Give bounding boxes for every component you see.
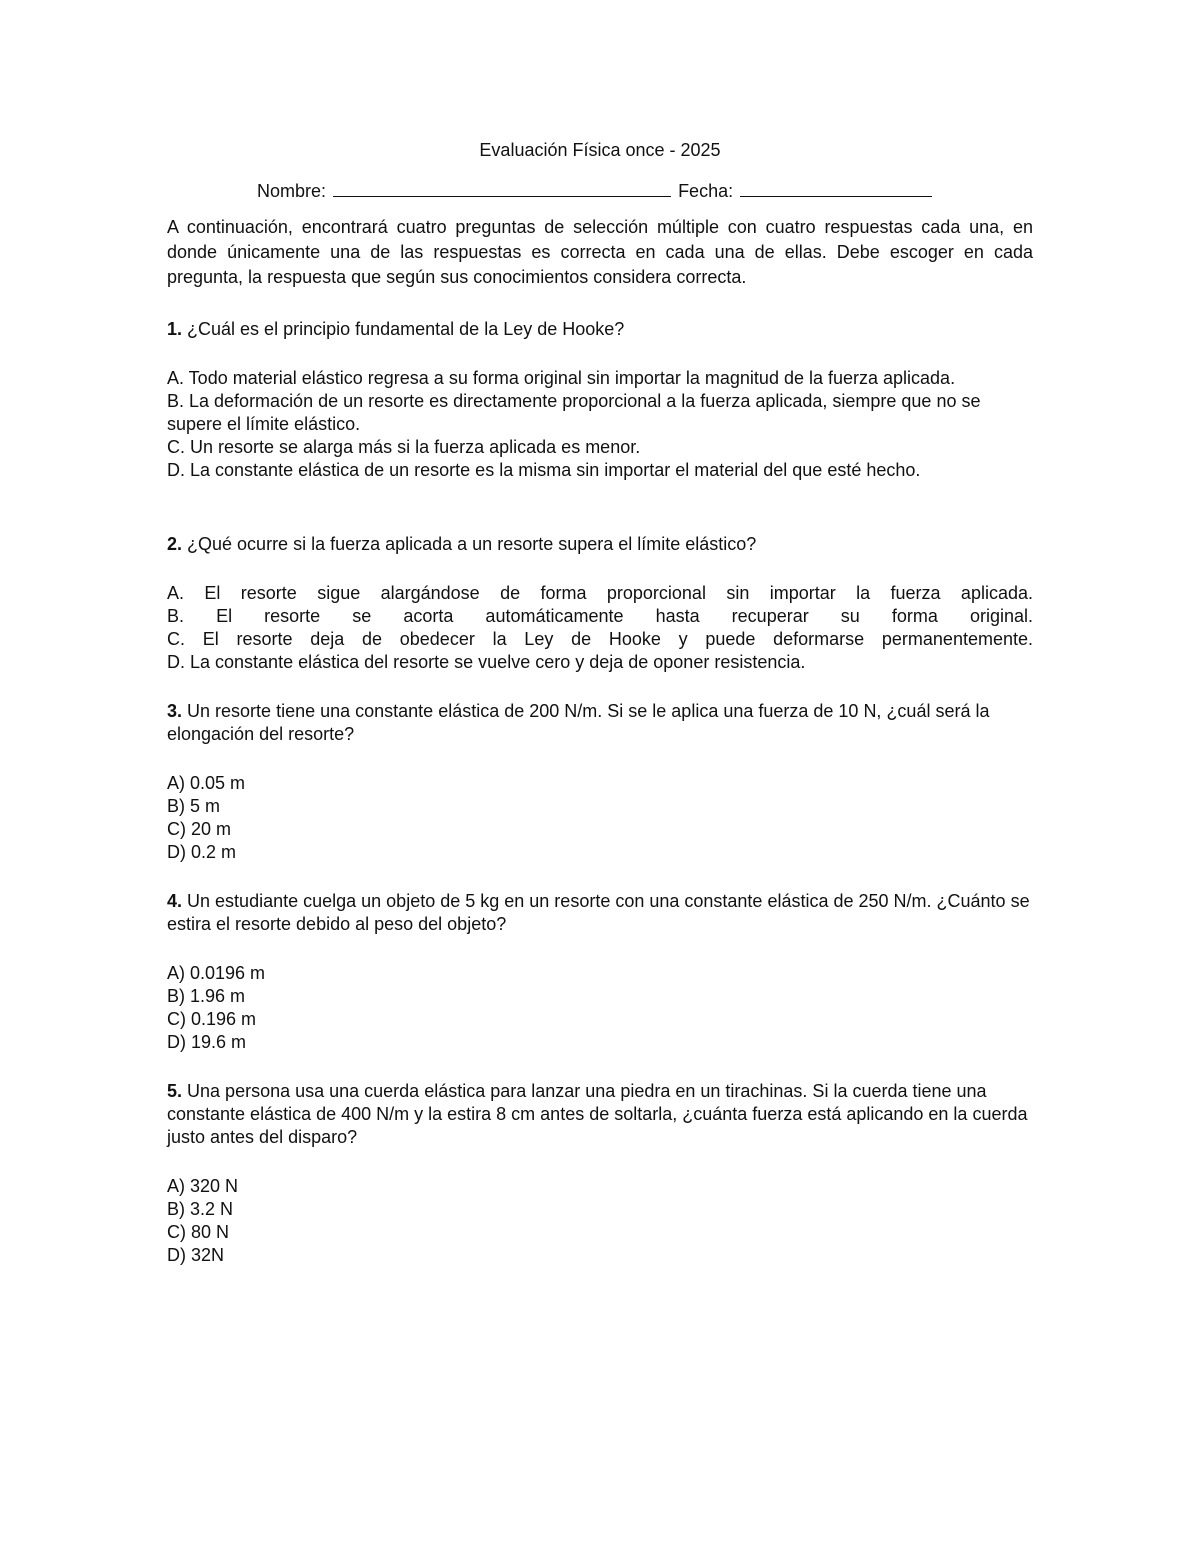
question-number: 5. bbox=[167, 1081, 183, 1101]
question-number: 2. bbox=[167, 534, 183, 554]
option-d[interactable]: D) 19.6 m bbox=[167, 1032, 247, 1052]
question-4 bbox=[167, 890, 1033, 1054]
question-prompt: ¿Qué ocurre si la fuerza aplicada a un resorte supera el límite elástico? bbox=[187, 534, 757, 554]
option-list bbox=[167, 582, 1033, 674]
option-c[interactable]: C) 20 m bbox=[167, 819, 232, 839]
question-text bbox=[167, 890, 1033, 936]
fecha-label: Fecha: bbox=[678, 181, 734, 201]
option-c[interactable]: C. Un resorte se alarga más si la fuerza aplicada es menor. bbox=[167, 437, 641, 457]
question-3 bbox=[167, 700, 1033, 864]
option-d[interactable]: D) 0.2 m bbox=[167, 842, 237, 862]
option-d[interactable]: D. La constante elástica del resorte se vuelve cero y deja de oponer resistencia. bbox=[167, 652, 806, 672]
document-title: Evaluación Física once - 2025 bbox=[479, 140, 721, 160]
option-list bbox=[167, 772, 1033, 864]
student-info-line bbox=[257, 178, 1033, 201]
option-d[interactable]: D) 32N bbox=[167, 1245, 225, 1265]
option-a[interactable]: A. El resorte sigue alargándose de forma proporcional sin importar la fuerza aplicada. bbox=[167, 583, 1033, 603]
option-c[interactable]: C. El resorte deja de obedecer la Ley de Hooke y puede deformarse permanentemente. bbox=[167, 629, 1033, 649]
option-a[interactable]: A. Todo material elástico regresa a su forma original sin importar la magnitud de la fuerza aplicada. bbox=[167, 368, 956, 388]
option-c[interactable]: C) 0.196 m bbox=[167, 1009, 257, 1029]
document-page bbox=[167, 139, 1033, 1267]
option-list bbox=[167, 962, 1033, 1054]
option-a[interactable]: A) 320 N bbox=[167, 1176, 239, 1196]
option-a[interactable]: A) 0.0196 m bbox=[167, 963, 266, 983]
question-number: 3. bbox=[167, 701, 183, 721]
question-prompt: Un resorte tiene una constante elástica de 200 N/m. Si se le aplica una fuerza de 10 N, ¿cuál será la elongación del resorte? bbox=[167, 701, 990, 744]
option-a[interactable]: A) 0.05 m bbox=[167, 773, 246, 793]
option-b[interactable]: B) 1.96 m bbox=[167, 986, 246, 1006]
question-prompt: Un estudiante cuelga un objeto de 5 kg en un resorte con una constante elástica de 250 N/m. ¿Cuánto se estira el resorte debido al peso del objeto? bbox=[167, 891, 1030, 934]
question-number: 4. bbox=[167, 891, 183, 911]
question-number: 1. bbox=[167, 319, 183, 339]
question-text bbox=[167, 318, 1033, 341]
option-c[interactable]: C) 80 N bbox=[167, 1222, 230, 1242]
fecha-blank[interactable] bbox=[740, 178, 932, 197]
option-b[interactable]: B) 3.2 N bbox=[167, 1199, 234, 1219]
option-list bbox=[167, 367, 1033, 482]
question-5 bbox=[167, 1080, 1033, 1267]
question-text bbox=[167, 700, 1033, 746]
nombre-blank[interactable] bbox=[333, 178, 671, 197]
question-2 bbox=[167, 533, 1033, 674]
option-list bbox=[167, 1175, 1033, 1267]
option-b[interactable]: B) 5 m bbox=[167, 796, 221, 816]
instructions-paragraph: A continuación, encontrará cuatro preguntas de selección múltiple con cuatro respuestas cada una, en donde únicamente una de las respuestas es correcta en cada una de ellas. Debe escoger en cada pregunta, la respuesta que según sus conocimientos considera correcta. bbox=[167, 217, 1033, 287]
option-d[interactable]: D. La constante elástica de un resorte es la misma sin importar el material del que esté hecho. bbox=[167, 460, 921, 480]
option-b[interactable]: B. El resorte se acorta automáticamente hasta recuperar su forma original. bbox=[167, 606, 1033, 626]
question-text bbox=[167, 533, 1033, 556]
question-prompt: Una persona usa una cuerda elástica para lanzar una piedra en un tirachinas. Si la cuerda tiene una constante elástica de 400 N/m y la estira 8 cm antes de soltarla, ¿cuánta fuerza está aplicando en la cuerda justo antes del disparo? bbox=[167, 1081, 1028, 1147]
question-prompt: ¿Cuál es el principio fundamental de la Ley de Hooke? bbox=[187, 319, 625, 339]
nombre-label: Nombre: bbox=[257, 181, 327, 201]
option-b[interactable]: B. La deformación de un resorte es directamente proporcional a la fuerza aplicada, siempre que no se supere el límite elástico. bbox=[167, 391, 981, 434]
question-1 bbox=[167, 318, 1033, 482]
question-text bbox=[167, 1080, 1033, 1149]
